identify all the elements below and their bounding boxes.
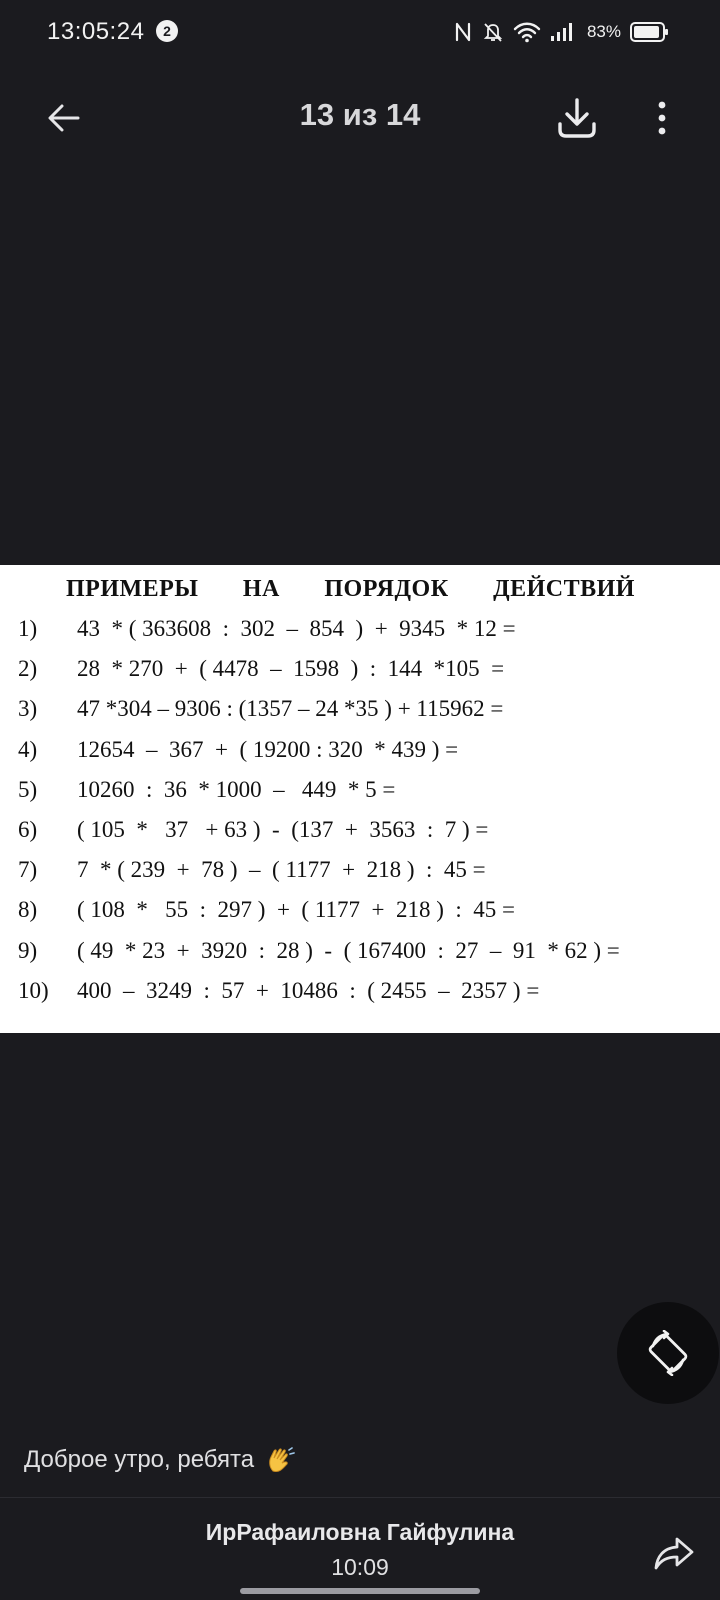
bell-muted-icon [482,21,504,43]
example-row [0,978,720,1018]
caption-text: Доброе утро, ребята [24,1446,255,1473]
example-expression: 400 – 3249 : 57 + 10486 : ( 2455 – 2357 ) = [77,977,540,1003]
example-expression: ( 49 * 23 + 3920 : 28 ) - ( 167400 : 27 – 91 * 62 ) = [77,937,620,963]
example-expression: 28 * 270 + ( 4478 – 1598 ) : 144 *105 = [77,656,505,682]
status-time: 13:05:24 [47,18,145,45]
signal-icon [550,21,576,43]
example-expression: 47 *304 – 9306 : (1357 – 24 *35 ) + 115962 = [77,696,504,722]
example-number: 7) [18,857,38,883]
example-number: 9) [18,937,38,963]
message-time: 10:09 [331,1554,389,1580]
download-icon [555,96,599,140]
notification-count-badge: 2 [156,20,178,42]
share-icon [653,1536,695,1572]
home-indicator [240,1588,480,1594]
example-expression: ( 105 * 37 + 63 ) - (137 + 3563 : 7 ) = [77,817,489,842]
screen-rotate-icon [645,1330,691,1376]
nfc-icon [453,21,473,43]
example-expression: 10260 : 36 * 1000 – 449 * 5 = [77,776,396,802]
viewer-top-bar [0,80,720,156]
example-row [0,737,720,777]
photo-title: ПРИМЕРЫ НА ПОРЯДОК ДЕЙСТВИЙ [66,576,635,602]
image-counter: 13 из 14 [299,97,421,132]
share-button[interactable] [648,1528,700,1580]
example-row [0,656,720,696]
example-number: 2) [18,656,38,682]
more-options-button[interactable] [642,92,682,144]
example-number: 1) [18,616,38,641]
example-expression: 43 * ( 363608 : 302 – 854 ) + 9345 * 12 = [77,616,516,641]
rotate-screen-button[interactable] [617,1302,719,1404]
status-icons [453,17,670,47]
wifi-icon [513,21,541,43]
example-number: 4) [18,736,38,762]
example-expression: 12654 – 367 + ( 19200 : 320 * 439 ) = [77,736,459,762]
example-row [0,857,720,897]
status-bar [0,0,720,64]
example-number: 6) [18,817,38,842]
example-number: 10) [18,977,49,1003]
battery-icon [630,21,670,43]
example-row [0,777,720,817]
example-row [0,616,720,656]
more-vert-icon [657,100,667,136]
photo-caption [24,1446,295,1475]
example-row [0,938,720,978]
viewed-photo[interactable] [0,565,720,1033]
example-number: 5) [18,776,38,802]
sender-name: ИрРафаиловна Гайфулина [205,1519,515,1545]
battery-percent: 83% [586,22,621,41]
example-number: 3) [18,696,38,722]
example-expression: ( 108 * 55 : 297 ) + ( 1177 + 218 ) : 45 = [77,897,515,923]
download-button[interactable] [551,92,603,144]
example-expression: 7 * ( 239 + 78 ) – ( 1177 + 218 ) : 45 = [77,857,486,883]
example-row [0,817,720,857]
example-number: 8) [18,897,38,923]
example-row [0,897,720,937]
footer-divider [0,1497,720,1498]
waving-hand-icon [265,1447,295,1475]
example-row [0,696,720,736]
